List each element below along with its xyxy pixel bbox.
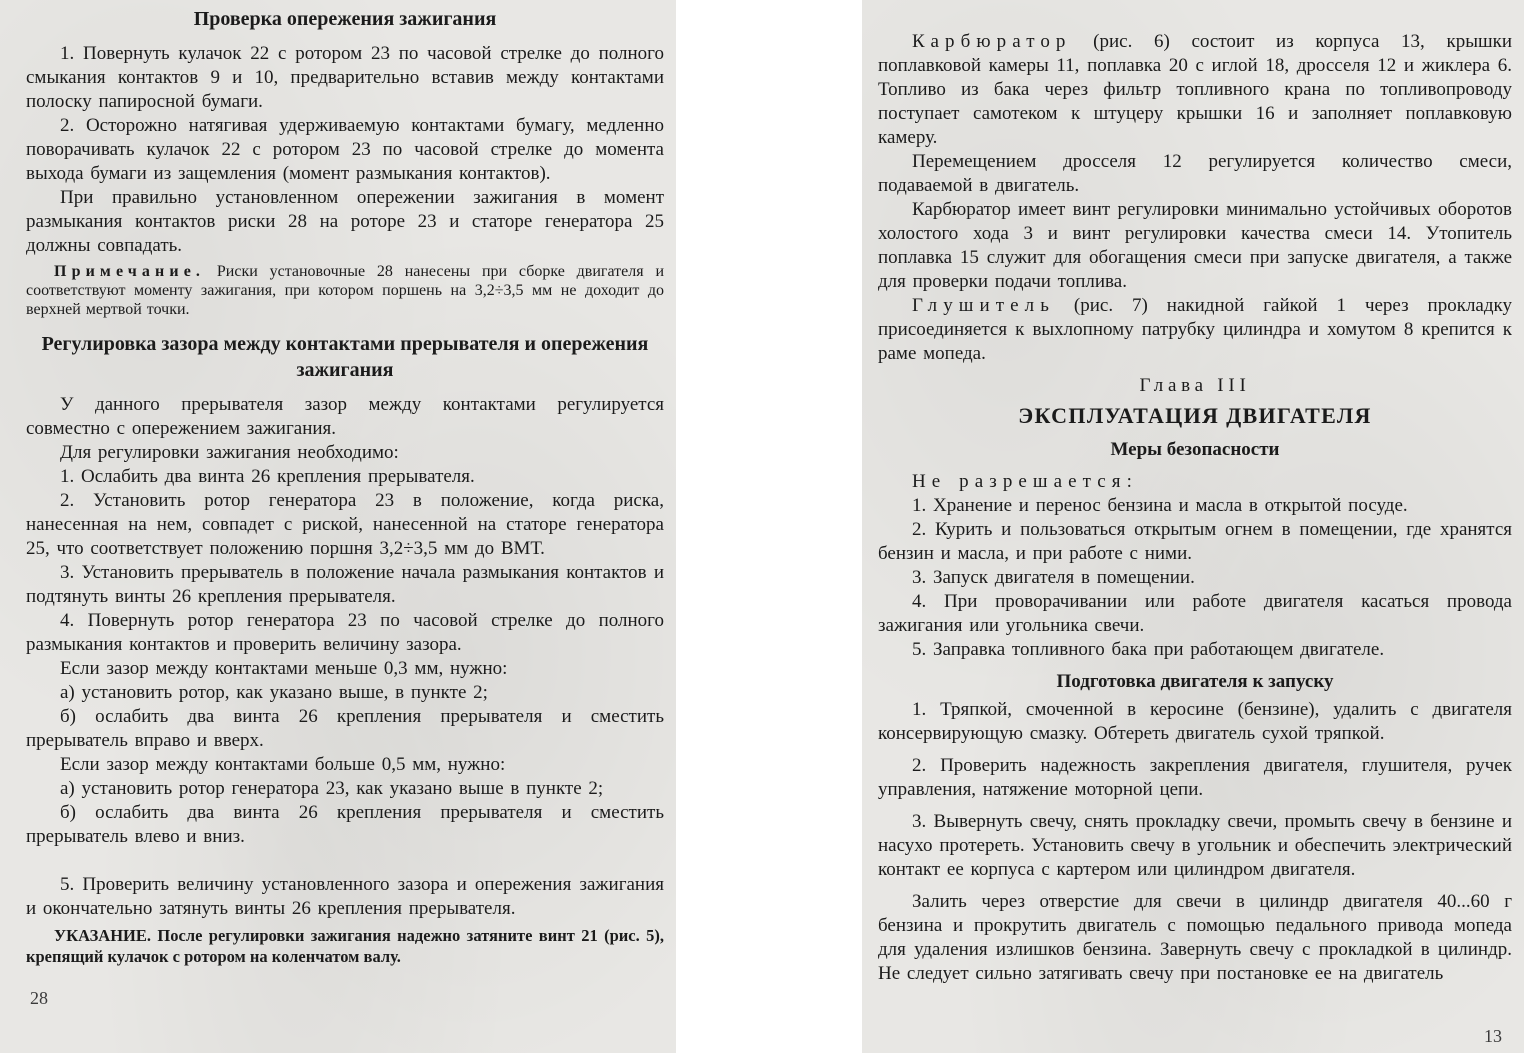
note-label: Примечание. (54, 263, 206, 280)
page-number: 28 (30, 988, 48, 1008)
paragraph: б) ослабить два винта 26 крепления прерывателя и сместить прерыватель вправо и вверх. (26, 706, 664, 751)
paragraph: 5. Проверить величину установленного зазора и опережения зажигания и окончательно затянуть винты 26 крепления прерывателя. (26, 874, 664, 919)
left-page (0, 0, 676, 1053)
paragraph: 2. Установить ротор генератора 23 в положение, когда риска, нанесенная на нем, совпадет с риской, нанесенной на статоре генератора 25, что соответствует положению поршня 3,2÷3,5 мм до ВМТ. (26, 490, 664, 559)
prep-item: Залить через отверстие для свечи в цилиндр двигателя 40...60 г бензина и прокрутить двигатель с помощью педального привода мопеда для удаления излишков бензина. Завернуть свечу с прокладкой в цилиндр. Не следует сильно затягивать свечу при постановке ее на двигатель (878, 891, 1512, 984)
direction-text: После регулировки зажигания надежно затяните винт 21 (рис. 5), крепящий кулачок с ротором на коленчатом валу. (26, 926, 664, 966)
paragraph: Для регулировки зажигания необходимо: (60, 442, 399, 463)
paragraph: Если зазор между контактами больше 0,5 мм, нужно: (60, 754, 506, 775)
section-heading-safety: Меры безопасности (1110, 439, 1280, 460)
page-gutter (676, 0, 862, 1053)
paragraph: Карбюратор имеет винт регулировки минимально устойчивых оборотов холостого хода 3 и винт регулировки качества смеси 14. Утопитель поплавка 15 служит для обогащения смеси при запуске двигателя, а также для проверки подачи топлива. (878, 199, 1512, 292)
paragraph: а) установить ротор генератора 23, как указано выше в пункте 2; (60, 778, 604, 799)
paragraph: 4. Повернуть ротор генератора 23 по часовой стрелке до полного размыкания контактов и проверить величину зазора. (26, 610, 664, 655)
paragraph-text: (рис. 7) накидной гайкой 1 через прокладку присоединяется к выхлопному патрубку цилиндра и хомутом 8 крепится к раме мопеда. (878, 295, 1512, 364)
section-heading-gap-adjustment: Регулировка зазора между контактами прерывателя и опережения зажигания (41, 333, 649, 381)
paragraph: б) ослабить два винта 26 крепления прерывателя и сместить прерыватель влево и вниз. (26, 802, 664, 847)
chapter-title: ЭКСПЛУАТАЦИЯ ДВИГАТЕЛЯ (1018, 403, 1372, 428)
direction-paragraph (26, 925, 664, 967)
paragraph: 3. Установить прерыватель в положение начала размыкания контактов и подтянуть винты 26 крепления прерывателя. (26, 562, 664, 607)
paragraph: У данного прерывателя зазор между контактами регулируется совместно с опережением зажигания. (26, 394, 664, 439)
note-text: Риски установочные 28 нанесены при сборке двигателя и соответствуют моменту зажигания, при котором поршень на 3,2÷3,5 мм не доходит до верхней мертвой точки. (26, 263, 664, 318)
prep-item: 1. Тряпкой, смоченной в керосине (бензине), удалить с двигателя консервирующую смазку. Обтереть двигатель сухой тряпкой. (878, 699, 1512, 744)
term-muffler: Глушитель (912, 295, 1055, 316)
paragraph: Если зазор между контактами меньше 0,3 мм, нужно: (60, 658, 508, 679)
section-heading-engine-prep: Подготовка двигателя к запуску (1056, 671, 1334, 692)
prep-item: 3. Вывернуть свечу, снять прокладку свечи, промыть свечу в бензине и насухо протереть. Установить свечу в угольник и обеспечить электрический контакт ее корпуса с картером или цилиндром двигателя. (878, 811, 1512, 880)
safety-item: 3. Запуск двигателя в помещении. (912, 567, 1195, 588)
paragraph: 1. Повернуть кулачок 22 с ротором 23 по часовой стрелке до полного смыкания контактов 9 и 10, предварительно вставив между контактами полоску папиросной бумаги. (26, 43, 664, 112)
paragraph: 2. Осторожно натягивая удерживаемую контактами бумагу, медленно поворачивать кулачок 22 с ротором 23 по часовой стрелке до момента выхода бумаги из защемления (момент размыкания контактов). (26, 115, 664, 184)
term-carburetor: Карбюратор (912, 31, 1072, 52)
note-paragraph (26, 262, 664, 319)
safety-item: 5. Заправка топливного бака при работающем двигателе. (912, 639, 1385, 660)
right-page (862, 0, 1524, 1053)
not-allowed-line: Не разрешается: (912, 471, 1138, 492)
section-heading-ignition-check: Проверка опережения зажигания (193, 8, 497, 30)
direction-label: УКАЗАНИЕ. (54, 926, 152, 945)
paragraph-text: (рис. 6) состоит из корпуса 13, крышки поплавковой камеры 11, поплавка 20 с иглой 18, дросселя 12 и жиклера 6. Топливо из бака через фильтр топливного крана по топливопроводу поступает самотеком к штуцеру крышки 16 и заполняет поплавковую камеру. (878, 31, 1512, 148)
paragraph (878, 294, 1512, 366)
paragraph (878, 30, 1512, 150)
chapter-label: Глава III (1139, 375, 1251, 396)
safety-item: 2. Курить и пользоваться открытым огнем в помещении, где хранятся бензин и масла, и при работе с ними. (878, 519, 1512, 564)
paragraph: При правильно установленном опережении зажигания в момент размыкания контактов риски 28 на роторе 23 и статоре генератора 25 должны совпадать. (26, 187, 664, 256)
safety-item: 4. При проворачивании или работе двигателя касаться провода зажигания или угольника свечи. (878, 591, 1512, 636)
safety-item: 1. Хранение и перенос бензина и масла в открытой посуде. (912, 495, 1408, 516)
prep-item: 2. Проверить надежность закрепления двигателя, глушителя, ручек управления, натяжение моторной цепи. (878, 755, 1512, 800)
paragraph: Перемещением дросселя 12 регулируется количество смеси, подаваемой в двигатель. (878, 151, 1512, 196)
page-number: 13 (1484, 1026, 1502, 1046)
paragraph: 1. Ослабить два винта 26 крепления прерывателя. (60, 466, 475, 487)
paragraph: а) установить ротор, как указано выше, в пункте 2; (60, 682, 488, 703)
